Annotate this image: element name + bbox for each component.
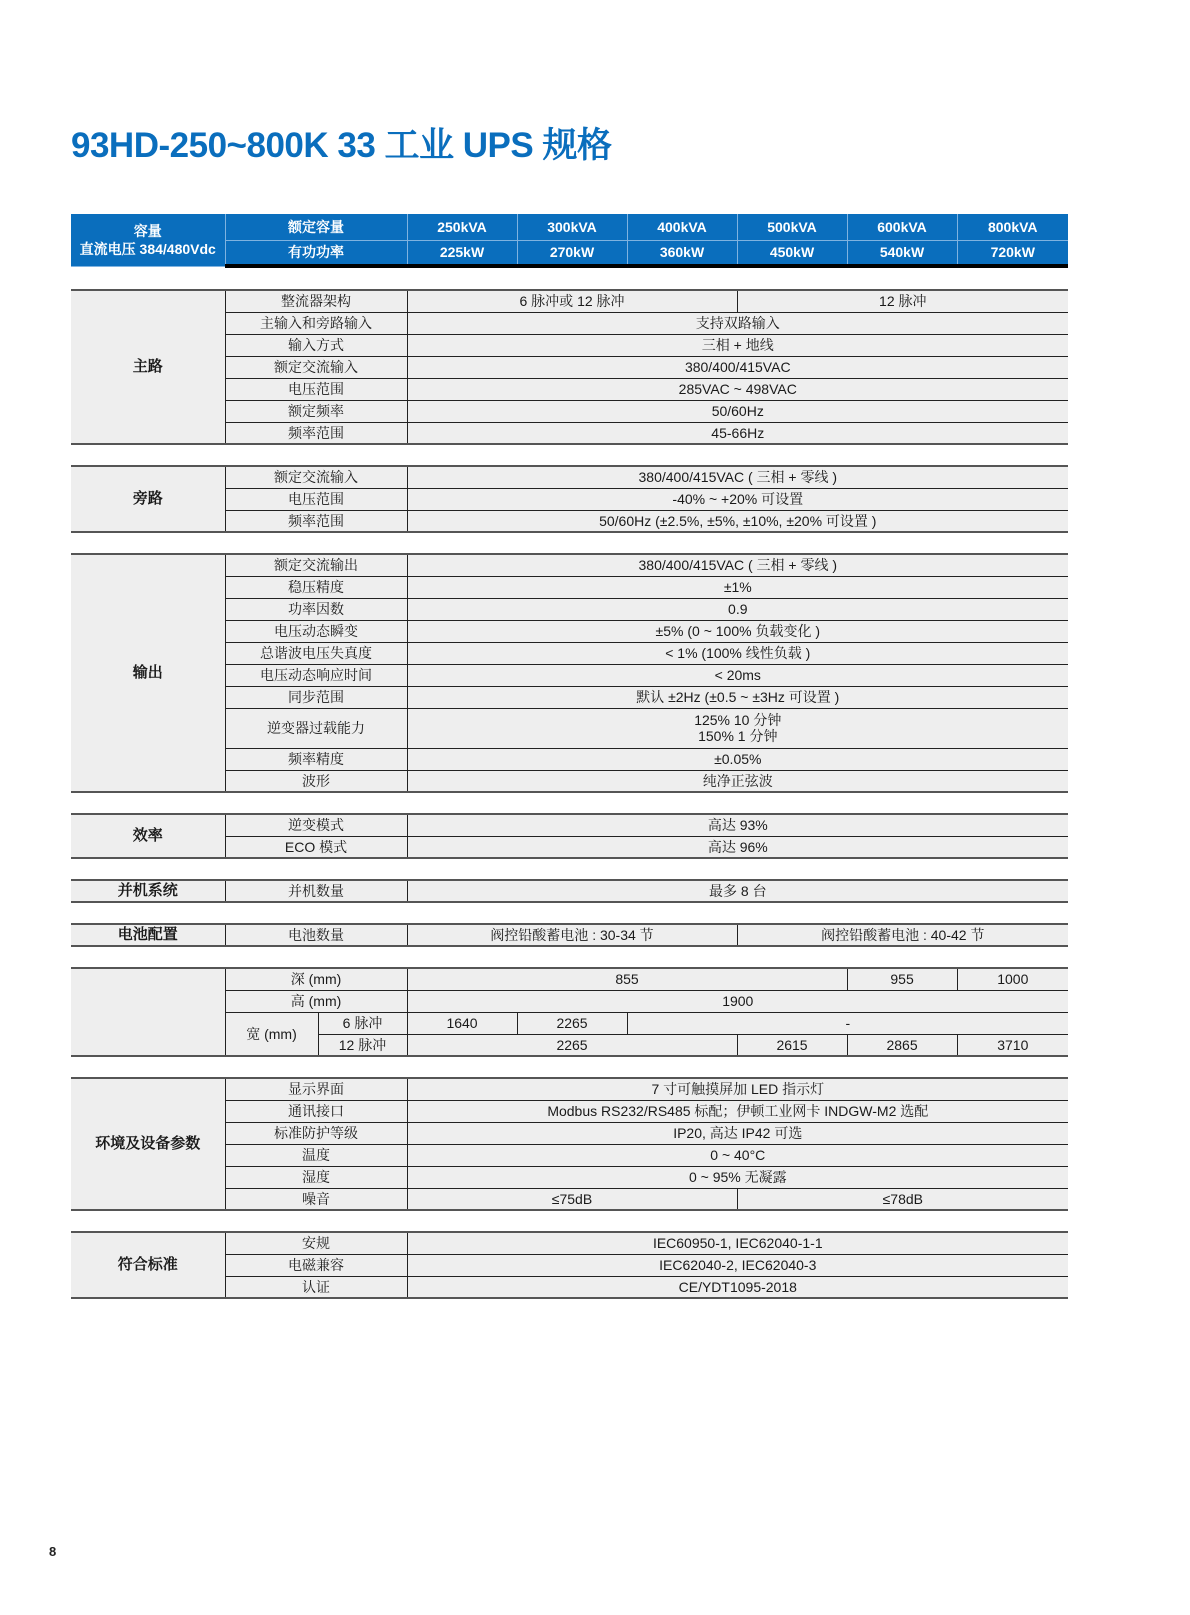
row-value: 支持双路输入 (407, 312, 1068, 334)
row-value: 380/400/415VAC (407, 356, 1068, 378)
output-table (71, 553, 1068, 793)
row-label: 逆变模式 (225, 814, 407, 836)
rated-capacity-label: 额定容量 (225, 214, 407, 240)
header-corner (71, 214, 225, 266)
row-label: 整流器架构 (225, 290, 407, 312)
row-label: 电压动态瞬变 (225, 620, 407, 642)
row-value: < 1% (100% 线性负载 ) (407, 642, 1068, 664)
group-label: 并机系统 (71, 880, 225, 902)
group-label: 环境及设备参数 (71, 1078, 225, 1210)
row-value: ±0.05% (407, 748, 1068, 770)
row-value: Modbus RS232/RS485 标配；伊顿工业网卡 INDGW-M2 选配 (407, 1100, 1068, 1122)
row-value: 45-66Hz (407, 422, 1068, 444)
row-value: 380/400/415VAC ( 三相 + 零线 ) (407, 554, 1068, 576)
row-label: 通讯接口 (225, 1100, 407, 1122)
kw-cell: 450kW (737, 240, 847, 266)
kva-cell: 500kVA (737, 214, 847, 240)
row-sublabel: 12 脉冲 (318, 1034, 407, 1056)
row-label: 频率范围 (225, 422, 407, 444)
row-value: 2865 (847, 1034, 957, 1056)
group-label: 输出 (71, 554, 225, 792)
row-value: 2265 (517, 1012, 627, 1034)
row-value: IEC62040-2, IEC62040-3 (407, 1254, 1068, 1276)
row-value: < 20ms (407, 664, 1068, 686)
row-value: - (627, 1012, 1068, 1034)
kva-cell: 400kVA (627, 214, 737, 240)
row-label: 安规 (225, 1232, 407, 1254)
row-value: 阀控铅酸蓄电池 : 40-42 节 (737, 924, 1068, 946)
row-label: 稳压精度 (225, 576, 407, 598)
row-value: 默认 ±2Hz (±0.5 ~ ±3Hz 可设置 ) (407, 686, 1068, 708)
row-value: 3710 (957, 1034, 1068, 1056)
row-value: 高达 93% (407, 814, 1068, 836)
row-label: 主输入和旁路输入 (225, 312, 407, 334)
overload-line-2: 150% 1 分钟 (698, 728, 778, 744)
overload-line-1: 125% 10 分钟 (694, 712, 782, 728)
row-value: 2265 (407, 1034, 737, 1056)
row-value: 2615 (737, 1034, 847, 1056)
row-value: 1640 (407, 1012, 517, 1034)
row-value: ≤78dB (737, 1188, 1068, 1210)
row-value: -40% ~ +20% 可设置 (407, 488, 1068, 510)
page-number: 8 (49, 1544, 57, 1559)
row-value: IP20, 高达 IP42 可选 (407, 1122, 1068, 1144)
kva-cell: 300kVA (517, 214, 627, 240)
group-label: 电池配置 (71, 924, 225, 946)
row-label: 额定交流输入 (225, 356, 407, 378)
row-value: 12 脉冲 (737, 290, 1068, 312)
row-value: 855 (407, 968, 847, 990)
row-value: 最多 8 台 (407, 880, 1068, 902)
row-label: 湿度 (225, 1166, 407, 1188)
row-sublabel: 6 脉冲 (318, 1012, 407, 1034)
row-label: 温度 (225, 1144, 407, 1166)
row-value: 三相 + 地线 (407, 334, 1068, 356)
row-label: 总谐波电压失真度 (225, 642, 407, 664)
row-label: 电池数量 (225, 924, 407, 946)
row-value: ≤75dB (407, 1188, 737, 1210)
row-value: 1900 (407, 990, 1068, 1012)
row-value: 955 (847, 968, 957, 990)
bypass-table (71, 465, 1068, 533)
main-input-table (71, 289, 1068, 445)
row-value: ±1% (407, 576, 1068, 598)
row-label: 并机数量 (225, 880, 407, 902)
row-value: 0.9 (407, 598, 1068, 620)
row-value: 7 寸可触摸屏加 LED 指示灯 (407, 1078, 1068, 1100)
row-value: IEC60950-1, IEC62040-1-1 (407, 1232, 1068, 1254)
group-label (71, 968, 225, 1056)
row-label: 频率精度 (225, 748, 407, 770)
efficiency-table (71, 813, 1068, 859)
group-label: 效率 (71, 814, 225, 858)
row-label: 标准防护等级 (225, 1122, 407, 1144)
active-power-label: 有功功率 (225, 240, 407, 266)
kva-cell: 250kVA (407, 214, 517, 240)
environment-table (71, 1077, 1068, 1211)
row-label: 功率因数 (225, 598, 407, 620)
row-value: 50/60Hz (±2.5%, ±5%, ±10%, ±20% 可设置 ) (407, 510, 1068, 532)
row-value: 高达 96% (407, 836, 1068, 858)
row-value: 1000 (957, 968, 1068, 990)
row-label: 额定交流输出 (225, 554, 407, 576)
battery-table (71, 923, 1068, 947)
row-label: 频率范围 (225, 510, 407, 532)
width-label: 宽 (mm) (225, 1012, 318, 1056)
kw-cell: 270kW (517, 240, 627, 266)
row-label: 显示界面 (225, 1078, 407, 1100)
row-label: ECO 模式 (225, 836, 407, 858)
group-label: 旁路 (71, 466, 225, 532)
row-label: 高 (mm) (225, 990, 407, 1012)
kva-cell: 600kVA (847, 214, 957, 240)
kva-cell: 800kVA (957, 214, 1068, 240)
row-label: 输入方式 (225, 334, 407, 356)
row-value: ±5% (0 ~ 100% 负载变化 ) (407, 620, 1068, 642)
capacity-header-table (71, 214, 1068, 268)
row-label: 深 (mm) (225, 968, 407, 990)
capacity-label: 容量 (133, 222, 162, 239)
kw-cell: 225kW (407, 240, 517, 266)
row-label: 波形 (225, 770, 407, 792)
page-title: 93HD-250~800K 33 工业 UPS 规格 (71, 126, 612, 165)
row-value: 纯净正弦波 (407, 770, 1068, 792)
row-value: 285VAC ~ 498VAC (407, 378, 1068, 400)
dimensions-table (71, 967, 1068, 1057)
row-label: 额定交流输入 (225, 466, 407, 488)
row-value: 0 ~ 95% 无凝露 (407, 1166, 1068, 1188)
row-label: 额定频率 (225, 400, 407, 422)
parallel-table (71, 879, 1068, 903)
row-value (407, 708, 1068, 748)
row-label: 同步范围 (225, 686, 407, 708)
row-value: 380/400/415VAC ( 三相 + 零线 ) (407, 466, 1068, 488)
row-value: 6 脉冲或 12 脉冲 (407, 290, 737, 312)
kw-cell: 720kW (957, 240, 1068, 266)
row-label: 认证 (225, 1276, 407, 1298)
row-value: 0 ~ 40°C (407, 1144, 1068, 1166)
row-value: 50/60Hz (407, 400, 1068, 422)
row-value: 阀控铅酸蓄电池 : 30-34 节 (407, 924, 737, 946)
row-label: 电压动态响应时间 (225, 664, 407, 686)
kw-cell: 360kW (627, 240, 737, 266)
row-label: 电磁兼容 (225, 1254, 407, 1276)
group-label: 符合标准 (71, 1232, 225, 1298)
kw-cell: 540kW (847, 240, 957, 266)
dc-voltage-label: 直流电压 384/480Vdc (79, 240, 216, 257)
row-label: 逆变器过载能力 (225, 708, 407, 748)
row-label: 电压范围 (225, 488, 407, 510)
row-value: CE/YDT1095-2018 (407, 1276, 1068, 1298)
row-label: 噪音 (225, 1188, 407, 1210)
standards-table (71, 1231, 1068, 1299)
group-label: 主路 (71, 290, 225, 444)
row-label: 电压范围 (225, 378, 407, 400)
